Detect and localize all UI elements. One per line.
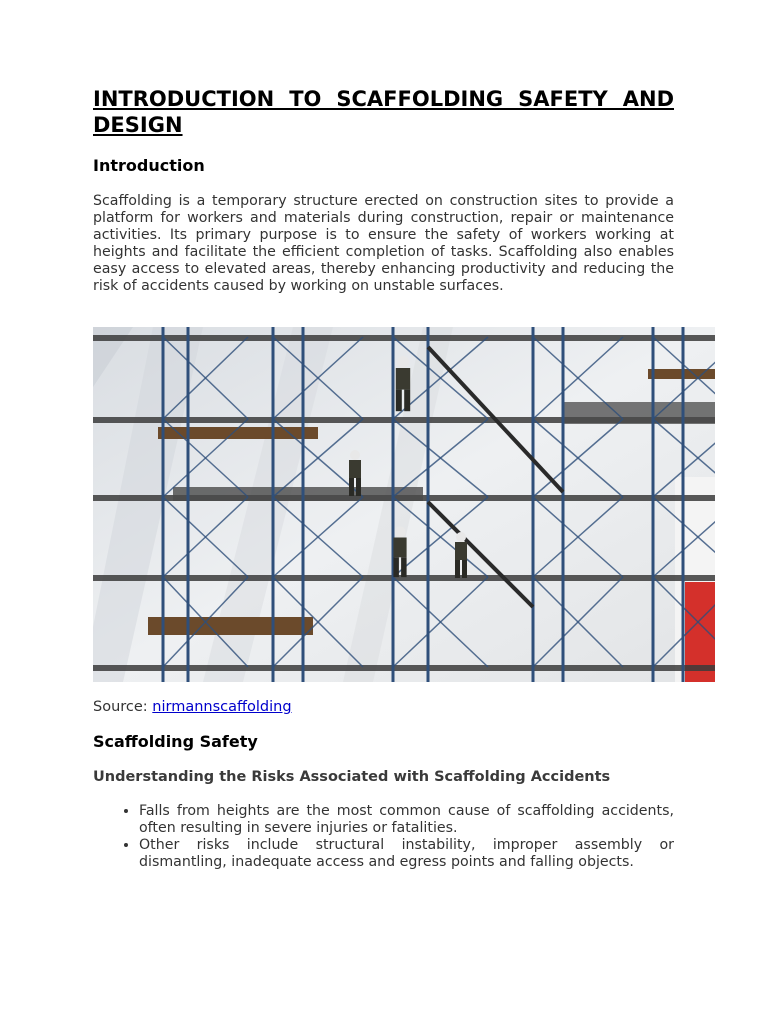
wood-plank xyxy=(148,617,313,635)
worker-body xyxy=(393,538,406,558)
worker-leg xyxy=(455,560,460,578)
safety-section xyxy=(93,732,674,871)
worker-body xyxy=(455,542,467,560)
introduction-heading: Introduction xyxy=(93,156,205,175)
worker-helmet xyxy=(456,532,466,542)
list-item: • Other risks include structural instability, improper assembly or dismantling, inadequate access and egress points and falling objects. xyxy=(139,837,674,871)
document-title: INTRODUCTION TO SCAFFOLDING SAFETY AND DESIGN xyxy=(93,87,674,137)
introduction-paragraph: Scaffolding is a temporary structure erected on construction sites to provide a platform for workers and materials during construction, repair or maintenance activities. Its primary purpose is to ensure the safety of workers working at heights and facilitate the efficient completion of tasks. Scaffolding also enables easy access to elevated areas, thereby enhancing productivity and reducing the risk of accidents caused by working on unstable surfaces. xyxy=(93,193,674,294)
risks-list xyxy=(93,803,674,871)
worker-leg xyxy=(396,390,402,412)
worker-helmet xyxy=(350,450,360,460)
worker-helmet xyxy=(397,356,409,368)
source-label: Source: xyxy=(93,699,153,715)
document-page xyxy=(93,86,674,870)
list-item: • Falls from heights are the most common cause of scaffolding accidents, often resulting in severe injuries or fatalities. xyxy=(139,803,674,837)
worker-leg xyxy=(356,478,361,496)
worker-helmet xyxy=(395,527,406,538)
worker-leg xyxy=(401,557,407,577)
worker-body xyxy=(396,368,410,390)
metal-deck xyxy=(563,402,715,424)
risks-subheading: Understanding the Risks Associated with Scaffolding Accidents xyxy=(93,769,611,785)
metal-deck xyxy=(173,487,423,501)
worker-leg xyxy=(462,560,467,578)
worker-leg xyxy=(349,478,354,496)
source-link[interactable]: nirmannscaffolding xyxy=(152,699,292,715)
scaffolding-photo xyxy=(93,327,715,682)
worker-leg xyxy=(404,390,410,412)
worker-body xyxy=(349,460,361,478)
worker-leg xyxy=(393,557,399,577)
safety-heading: Scaffolding Safety xyxy=(93,732,258,751)
image-source xyxy=(93,698,292,716)
